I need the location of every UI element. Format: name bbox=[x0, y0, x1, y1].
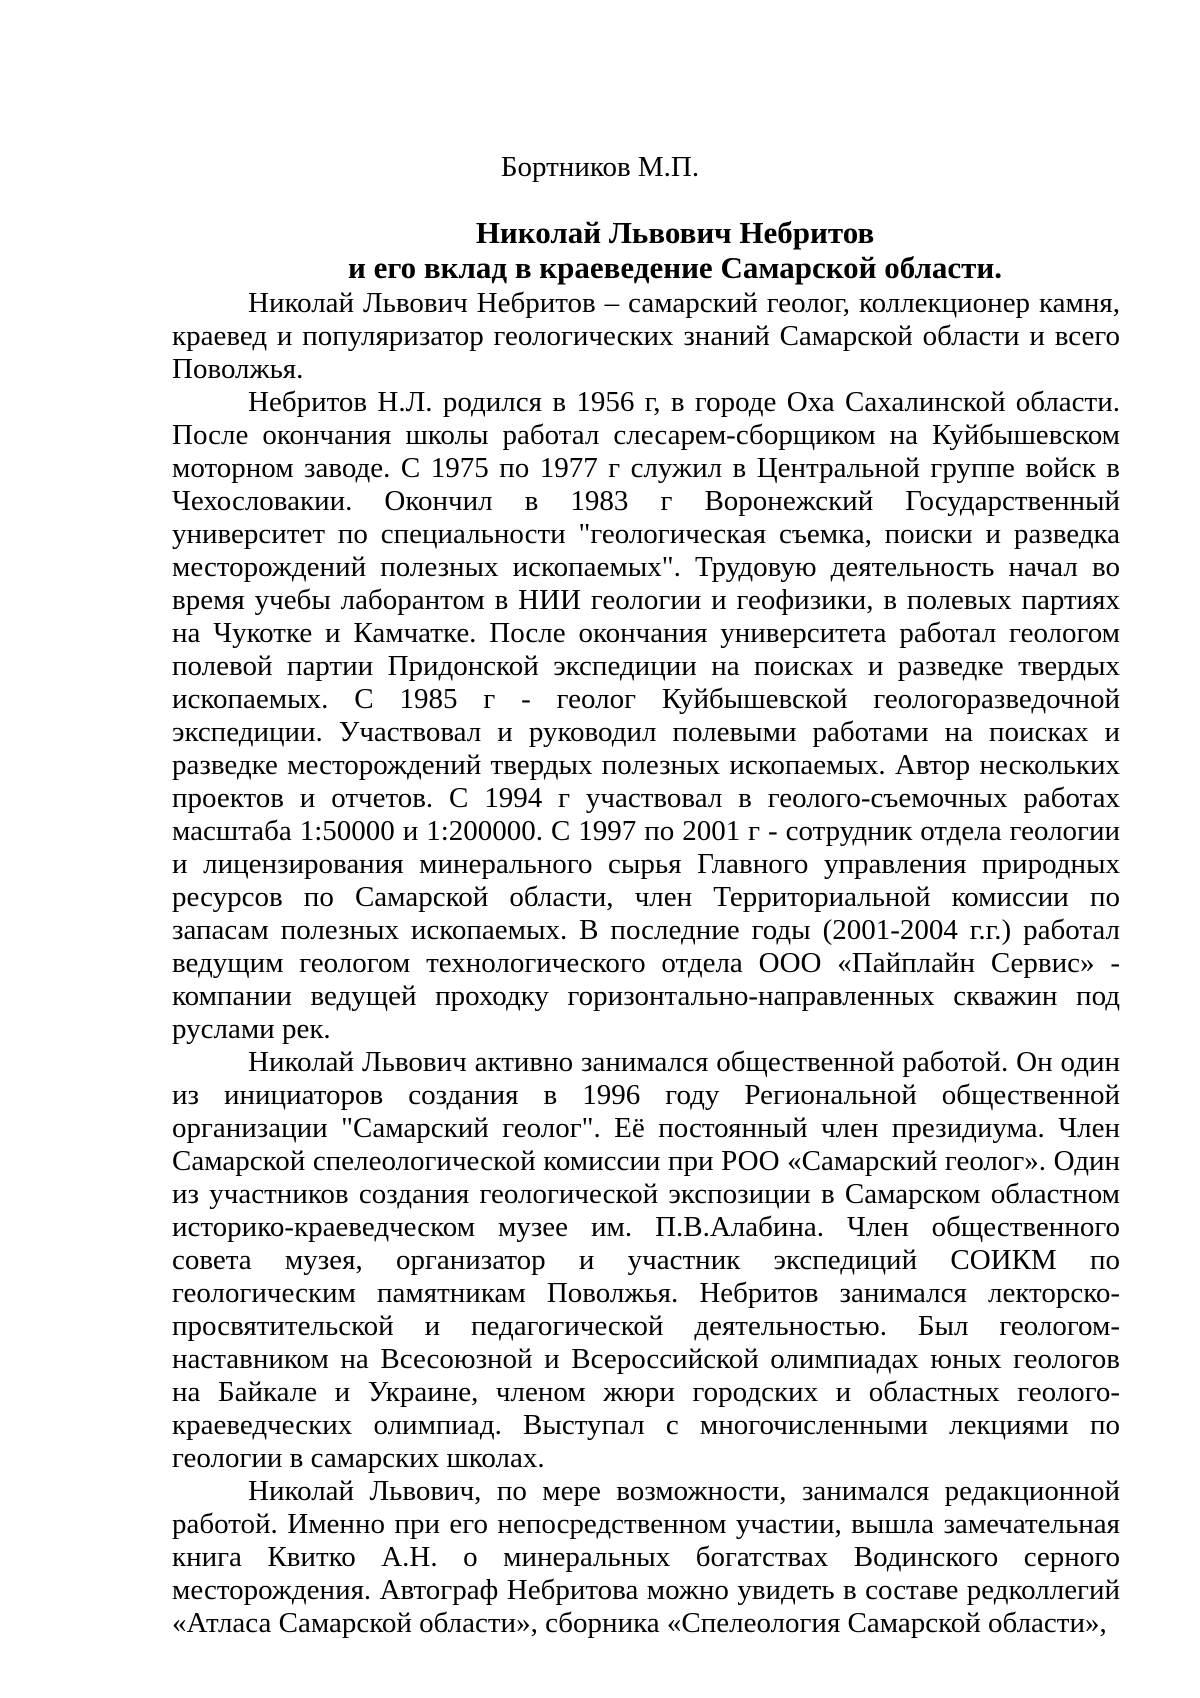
paragraph-intro: Николай Львович Небритов – самарский геолог, коллекционер камня, краевед и популяризатор геологических знаний Самарской области и всего Поволжья. bbox=[172, 287, 1120, 385]
author-name: Бортников М.П. bbox=[500, 151, 700, 183]
article-title bbox=[175, 215, 1175, 285]
paragraph-biography: Небритов Н.Л. родился в 1956 г, в городе Оха Сахалинской области. После окончания школы работал слесарем-сборщиком на Куйбышевском моторном заводе. С 1975 по 1977 г служил в Центральной группе войск в Чехословакии. Окончил в 1983 г Воронежский Государственный университет по специальности "геологическая съемка, поиски и разведка месторождений полезных ископаемых". Трудовую деятельность начал во время учебы лаборантом в НИИ геологии и геофизики, в полевых партиях на Чукотке и Камчатке. После окончания университета работал геологом полевой партии Придонской экспедиции на поисках и разведке твердых ископаемых. С 1985 г - геолог Куйбышевской геологоразведочной экспедиции. Участвовал и руководил полевыми работами на поисках и разведке месторождений твердых полезных ископаемых. Автор нескольких проектов и отчетов. С 1994 г участвовал в геолого-съемочных работах масштаба 1:50000 и 1:200000. С 1997 по 2001 г - сотрудник отдела геологии и лицензирования минерального сырья Главного управления природных ресурсов по Самарской области, член Территориальной комиссии по запасам полезных ископаемых. В последние годы (2001-2004 г.г.) работал ведущим геологом технологического отдела ООО «Пайплайн Сервис» - компании ведущей проходку горизонтально-направленных скважин под руслами рек. bbox=[172, 386, 1120, 1045]
paragraph-editorial-work: Николай Львович, по мере возможности, занимался редакционной работой. Именно при его непосредственном участии, вышла замечательная книга Квитко А.Н. о минеральных богатствах Водинского серного месторождения. Автограф Небритова можно увидеть в составе редколлегий «Атласа Самарской области», сборника «Спелеология Самарской области», bbox=[172, 1475, 1120, 1639]
title-line-2: и его вклад в краеведение Самарской области. bbox=[347, 250, 1003, 285]
title-line-1: Николай Львович Небритов bbox=[475, 215, 875, 250]
paragraph-public-work: Николай Львович активно занимался общественной работой. Он один из инициаторов создания в 1996 году Региональной общественной организации "Самарский геолог". Её постоянный член президиума. Член Самарской спелеологической комиссии при РОО «Самарский геолог». Один из участников создания геологической экспозиции в Самарском областном историко-краеведческом музее им. П.В.Алабина. Член общественного совета музея, организатор и участник экспедиций СОИКМ по геологическим памятникам Поволжья. Небритов занимался лекторско-просвятительской и педагогической деятельностью. Был геологом-наставником на Всесоюзной и Всероссийской олимпиадах юных геологов на Байкале и Украине, членом жюри городских и областных геолого-краеведческих олимпиад. Выступал с многочисленными лекциями по геологии в самарских школах. bbox=[172, 1046, 1120, 1474]
article-body bbox=[172, 287, 1120, 1640]
